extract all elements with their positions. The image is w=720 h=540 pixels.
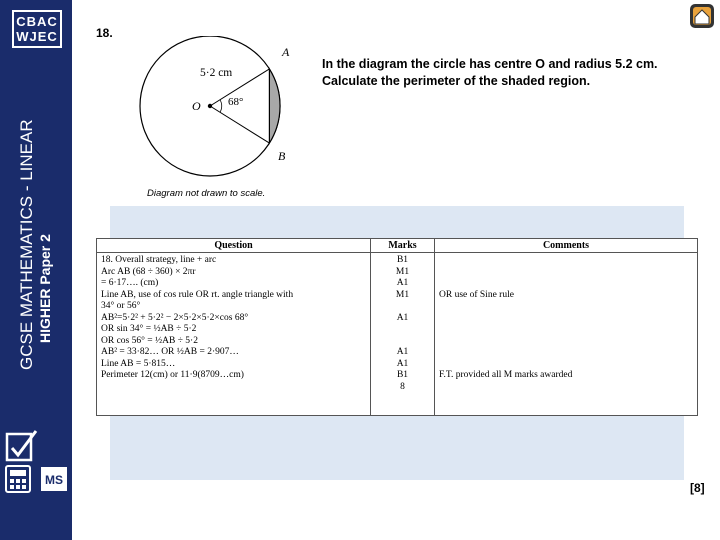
course-title: GCSE MATHEMATICS - LINEAR (17, 119, 36, 370)
label-centre: O (192, 99, 201, 113)
total-marks: [8] (690, 481, 705, 495)
question-prompt: In the diagram the circle has centre O and radius 5.2 cm. Calculate the perimeter of the shaded region. (322, 57, 658, 88)
marks-column (371, 253, 435, 416)
ms-mark: A1 (396, 347, 409, 357)
header-marks: Marks (371, 239, 435, 253)
ms-question-line: 18. Overall strategy, line + arc (101, 255, 217, 265)
ms-question-line: Line AB = 5·815… (101, 358, 176, 369)
question-column (97, 253, 371, 416)
ms-mark: A1 (396, 358, 409, 369)
ms-mark (375, 301, 430, 313)
ms-comment (439, 278, 693, 290)
ms-comment (439, 313, 693, 325)
ms-mark: B1 (396, 370, 409, 380)
ms-question-line: Perimeter 12(cm) or 11·9(8709…cm) (101, 370, 244, 380)
checklist-icon[interactable] (4, 428, 40, 464)
svg-text:MS: MS (45, 473, 63, 487)
ms-question-line: AB²=5·2² + 5·2² − 2×5·2×5·2×cos 68° (101, 312, 249, 323)
ms-mark (375, 336, 430, 348)
ms-question-line: AB² = 33·82… OR ½AB = 2·907… (101, 347, 239, 357)
markscheme-table (96, 238, 698, 416)
ms-comment (439, 301, 693, 313)
ms-question-line: Line AB, use of cos rule OR rt. angle triangle with (101, 289, 294, 300)
ms-comment (439, 255, 693, 267)
logo-line2: WJEC (12, 29, 62, 48)
circle-diagram (130, 36, 300, 186)
ms-mark: A1 (396, 312, 409, 323)
ms-mark: M1 (395, 289, 410, 300)
ms-mark: M1 (395, 266, 410, 277)
ms-comment: OR use of Sine rule (439, 289, 514, 300)
label-radius: 5·2 cm (200, 67, 233, 79)
wjec-logo (12, 10, 62, 52)
label-a: A (282, 45, 290, 59)
ms-mark: B1 (396, 255, 409, 265)
ms-comment (439, 347, 693, 359)
ms-mark: A1 (396, 278, 409, 288)
label-b: B (278, 149, 286, 163)
ms-mark: 8 (400, 381, 405, 392)
ms-question-line: 34° or 56° (101, 301, 141, 311)
ms-comment (439, 359, 693, 371)
ms-question-line: Arc AB (68 ÷ 360) × 2πr (101, 266, 196, 277)
ms-mark (375, 324, 430, 336)
label-angle: 68° (228, 96, 244, 108)
ms-comment (439, 336, 693, 348)
shaded-region (269, 69, 280, 143)
ms-comment: F.T. provided all M marks awarded (439, 370, 573, 380)
header-comments: Comments (435, 239, 698, 253)
ms-comment (439, 267, 693, 279)
header-question: Question (97, 239, 371, 253)
ms-question-line: OR sin 34° = ½AB ÷ 5·2 (101, 324, 197, 334)
markscheme-icon[interactable] (40, 466, 68, 492)
paper-title: HIGHER Paper 2 (37, 234, 53, 343)
ms-question-line: = 6·17…. (cm) (101, 278, 159, 288)
ms-comment (439, 382, 693, 394)
scale-note: Diagram not drawn to scale. (147, 188, 266, 199)
logo-line1: CBAC (12, 10, 62, 29)
ms-question-line: OR cos 56° = ½AB ÷ 5·2 (101, 335, 198, 346)
home-icon[interactable] (689, 3, 715, 29)
comments-column (435, 253, 698, 416)
ms-question-line (101, 382, 366, 394)
calculator-icon[interactable] (4, 464, 34, 494)
ms-comment (439, 324, 693, 336)
sidebar (0, 0, 72, 540)
question-number: 18. (96, 26, 113, 40)
